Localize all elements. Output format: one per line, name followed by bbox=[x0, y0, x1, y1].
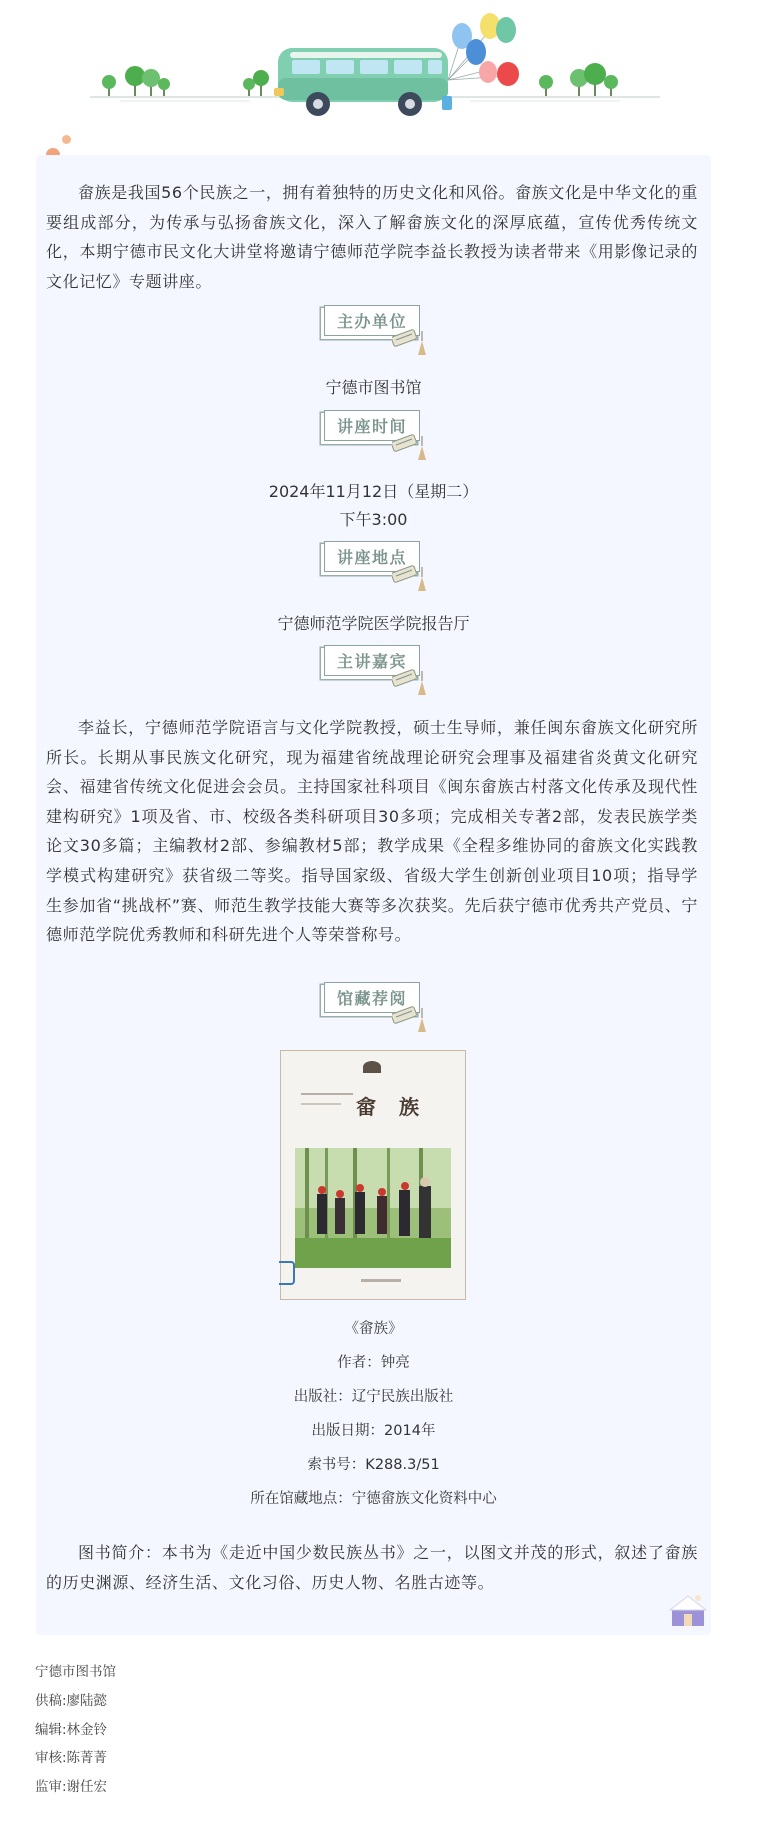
book-cover-title: 畲 族 bbox=[356, 1095, 427, 1119]
tree-icon bbox=[539, 63, 618, 96]
section-label-text: 主讲嘉宾 bbox=[324, 645, 420, 676]
house-icon bbox=[668, 1590, 708, 1628]
scroll-bell-icon bbox=[392, 327, 432, 361]
speaker-bio: 李益长，宁德师范学院语言与文化学院教授，硕士生导师，兼任闽东畲族文化研究所所长。长期从事民族文化研究，现为福建省统战理论研究会理事及福建省炎黄文化研究会、福建省传统文化促进会会员。主持国家社科项目《闽东畲族古村落文化传承及现代性建构研究》1项及省、市、校级各类科研项目30多项；完成相关专著2部，发表民族学类论文30多篇；主编教材2部、参编教材5部；教学成果《全程多维协同的畲族文化实践教学模式构建研究》获省级二等奖。指导国家级、省级大学生创新创业项目10项；指导学生参加省“挑战杯”赛、师范生教学技能大赛等多次获奖。先后获宁德市优秀共产党员、宁德师范学院优秀教师和科研先进个人等荣誉称号。 bbox=[46, 718, 698, 945]
book-pub-date: 出版日期：2014年 bbox=[311, 1423, 436, 1439]
section-label-text: 主办单位 bbox=[324, 305, 420, 336]
scroll-bell-icon bbox=[392, 1004, 432, 1038]
scroll-bell-icon bbox=[392, 432, 432, 466]
footer-draft: 供稿:廖陆懿 bbox=[35, 1693, 108, 1709]
book-call-number: 索书号：K288.3/51 bbox=[307, 1457, 440, 1473]
book-title: 《畲族》 bbox=[344, 1321, 403, 1337]
scroll-bell-icon bbox=[392, 667, 432, 701]
footer-org: 宁德市图书馆 bbox=[35, 1664, 116, 1680]
book-publisher: 出版社：辽宁民族出版社 bbox=[293, 1389, 454, 1405]
publisher-logo bbox=[363, 1061, 381, 1073]
section-label-text: 讲座地点 bbox=[324, 541, 420, 572]
section-label-collection bbox=[320, 982, 435, 1038]
book-cover-photo bbox=[295, 1148, 451, 1268]
lecture-date: 2024年11月12日（星期二） bbox=[268, 482, 479, 501]
bus-icon bbox=[274, 48, 448, 116]
section-label-text: 馆藏荐阅 bbox=[324, 982, 420, 1013]
footer-review: 审核:陈菁菁 bbox=[35, 1750, 108, 1766]
section-label-text: 讲座时间 bbox=[324, 410, 420, 441]
book-location: 所在馆藏地点：宁德畲族文化资料中心 bbox=[250, 1491, 497, 1507]
section-label-time bbox=[320, 410, 435, 466]
decor-dot bbox=[62, 135, 71, 144]
lecture-hour: 下午3:00 bbox=[339, 510, 408, 529]
section-label-organizer bbox=[320, 305, 435, 361]
venue-value: 宁德师范学院医学院报告厅 bbox=[277, 614, 470, 633]
balloon-icon bbox=[442, 13, 519, 110]
paper-clip-icon bbox=[279, 1261, 295, 1285]
scroll-bell-icon bbox=[392, 563, 432, 597]
book-cover-image bbox=[280, 1050, 466, 1300]
intro-paragraph: 畲族是我国56个民族之一，拥有着独特的历史文化和风俗。畲族文化是中华文化的重要组成部分，为传承与弘扬畲族文化，深入了解畲族文化的深厚底蕴，宣传优秀传统文化，本期宁德市民文化大讲堂将邀请宁德师范学院李益长教授为读者带来《用影像记录的文化记忆》专题讲座。 bbox=[46, 183, 698, 291]
header-illustration bbox=[0, 0, 757, 150]
section-label-venue bbox=[320, 541, 435, 597]
book-summary: 图书简介：本书为《走近中国少数民族丛书》之一，以图文并茂的形式，叙述了畲族的历史渊源、经济生活、文化习俗、历史人物、名胜古迹等。 bbox=[46, 1543, 698, 1592]
section-label-speaker bbox=[320, 645, 435, 701]
footer-editor: 编辑:林金铃 bbox=[35, 1722, 108, 1738]
organizer-value: 宁德市图书馆 bbox=[325, 378, 422, 397]
book-author: 作者：钟亮 bbox=[337, 1355, 410, 1371]
tree-icon bbox=[102, 66, 269, 96]
footer-supervise: 监审:谢任宏 bbox=[35, 1779, 108, 1795]
